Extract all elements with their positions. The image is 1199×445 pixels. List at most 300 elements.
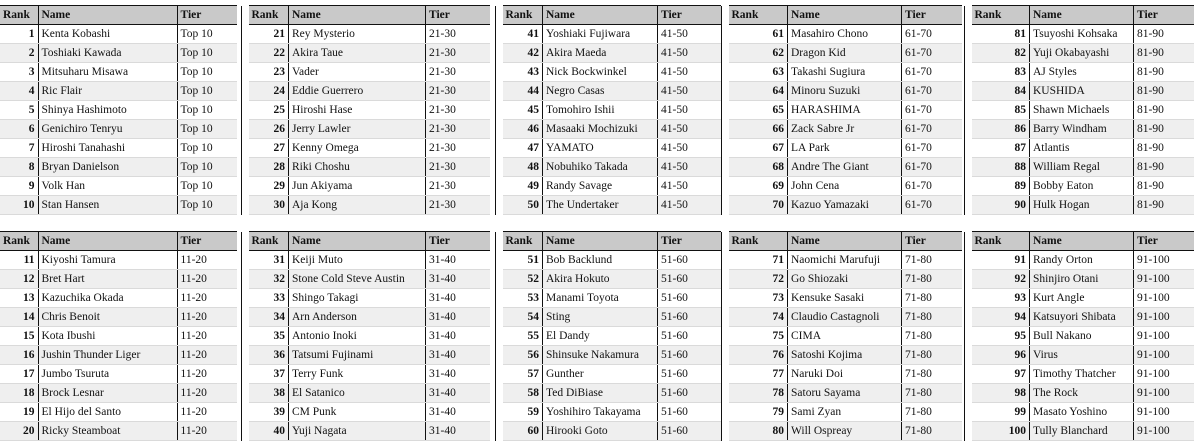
table-row: [0, 25, 237, 44]
cell-name: Kota Ibushi: [38, 327, 177, 346]
cell-tier: 11-20: [177, 422, 237, 441]
table-row: [496, 346, 721, 365]
column-divider: [242, 289, 249, 308]
cell-name: Riki Choshu: [289, 158, 426, 177]
ranking-table: [495, 231, 721, 441]
cell-rank: 64: [729, 82, 788, 101]
column-divider: [965, 196, 972, 215]
header-rank: Rank: [972, 6, 1030, 25]
cell-tier: 41-50: [658, 101, 721, 120]
cell-tier: 41-50: [658, 82, 721, 101]
header-tier: Tier: [1134, 232, 1194, 251]
cell-tier: 31-40: [426, 327, 490, 346]
cell-tier: 51-60: [658, 327, 721, 346]
cell-rank: 83: [972, 63, 1030, 82]
ranking-table: [964, 231, 1194, 441]
header-rank: Rank: [0, 6, 38, 25]
cell-rank: 30: [249, 196, 289, 215]
header-row: [242, 6, 490, 25]
column-divider: [496, 251, 503, 270]
column-divider: [722, 6, 729, 25]
column-divider: [242, 422, 249, 441]
column-divider: [496, 82, 503, 101]
ranking-table: [721, 5, 962, 215]
column-divider: [965, 101, 972, 120]
header-name: Name: [788, 6, 902, 25]
table-row: [496, 44, 721, 63]
cell-tier: 11-20: [177, 289, 237, 308]
cell-tier: 61-70: [902, 82, 962, 101]
table-row: [496, 422, 721, 441]
cell-rank: 68: [729, 158, 788, 177]
column-divider: [965, 403, 972, 422]
cell-tier: 71-80: [902, 308, 962, 327]
cell-name: Yoshiaki Fujiwara: [543, 25, 658, 44]
column-divider: [496, 232, 503, 251]
column-divider: [722, 289, 729, 308]
cell-name: Toshiaki Kawada: [38, 44, 177, 63]
table-row: [496, 177, 721, 196]
cell-name: Negro Casas: [543, 82, 658, 101]
cell-rank: 29: [249, 177, 289, 196]
table-row: [965, 289, 1194, 308]
cell-tier: 11-20: [177, 346, 237, 365]
cell-name: Shinjiro Otani: [1030, 270, 1134, 289]
column-divider: [965, 346, 972, 365]
cell-tier: 71-80: [902, 365, 962, 384]
cell-rank: 71: [729, 251, 788, 270]
ranking-table: [495, 5, 721, 215]
header-row: [0, 6, 237, 25]
cell-tier: Top 10: [177, 177, 237, 196]
cell-rank: 69: [729, 177, 788, 196]
cell-rank: 74: [729, 308, 788, 327]
cell-rank: 98: [972, 384, 1030, 403]
cell-name: Akira Hokuto: [543, 270, 658, 289]
cell-rank: 8: [0, 158, 38, 177]
cell-name: Naruki Doi: [788, 365, 902, 384]
cell-tier: 41-50: [658, 177, 721, 196]
cell-tier: 91-100: [1134, 403, 1194, 422]
header-name: Name: [1030, 232, 1134, 251]
cell-rank: 22: [249, 44, 289, 63]
table-row: [242, 25, 490, 44]
column-divider: [242, 327, 249, 346]
cell-rank: 13: [0, 289, 38, 308]
cell-rank: 15: [0, 327, 38, 346]
cell-rank: 33: [249, 289, 289, 308]
cell-name: Minoru Suzuki: [788, 82, 902, 101]
cell-tier: 81-90: [1134, 120, 1194, 139]
table-row: [722, 63, 962, 82]
cell-name: The Rock: [1030, 384, 1134, 403]
header-row: [0, 232, 237, 251]
header-name: Name: [38, 6, 177, 25]
table-row: [722, 177, 962, 196]
column-divider: [496, 120, 503, 139]
column-divider: [496, 403, 503, 422]
cell-tier: 31-40: [426, 346, 490, 365]
cell-tier: 61-70: [902, 63, 962, 82]
table-row: [242, 251, 490, 270]
cell-rank: 81: [972, 25, 1030, 44]
header-rank: Rank: [729, 6, 788, 25]
column-divider: [496, 422, 503, 441]
cell-name: Shinsuke Nakamura: [543, 346, 658, 365]
column-divider: [242, 158, 249, 177]
column-divider: [496, 308, 503, 327]
table-row: [722, 158, 962, 177]
cell-tier: 91-100: [1134, 289, 1194, 308]
cell-tier: 51-60: [658, 365, 721, 384]
cell-name: Shawn Michaels: [1030, 101, 1134, 120]
cell-tier: 81-90: [1134, 44, 1194, 63]
column-divider: [496, 196, 503, 215]
cell-rank: 7: [0, 139, 38, 158]
header-rank: Rank: [249, 232, 289, 251]
table-row: [965, 270, 1194, 289]
cell-tier: 61-70: [902, 196, 962, 215]
cell-tier: 11-20: [177, 327, 237, 346]
table-row: [722, 251, 962, 270]
column-divider: [242, 270, 249, 289]
cell-rank: 11: [0, 251, 38, 270]
cell-name: Hulk Hogan: [1030, 196, 1134, 215]
cell-rank: 37: [249, 365, 289, 384]
cell-name: Kazuo Yamazaki: [788, 196, 902, 215]
cell-name: AJ Styles: [1030, 63, 1134, 82]
table-row: [965, 101, 1194, 120]
cell-rank: 60: [503, 422, 543, 441]
column-divider: [965, 289, 972, 308]
column-divider: [496, 101, 503, 120]
cell-rank: 35: [249, 327, 289, 346]
cell-tier: 41-50: [658, 139, 721, 158]
column-divider: [242, 177, 249, 196]
column-divider: [722, 44, 729, 63]
table-row: [722, 289, 962, 308]
cell-name: CM Punk: [289, 403, 426, 422]
cell-name: LA Park: [788, 139, 902, 158]
column-divider: [242, 308, 249, 327]
column-divider: [242, 25, 249, 44]
table-row: [965, 327, 1194, 346]
cell-name: CIMA: [788, 327, 902, 346]
cell-name: Randy Orton: [1030, 251, 1134, 270]
column-divider: [242, 365, 249, 384]
table-row: [496, 139, 721, 158]
cell-name: Sting: [543, 308, 658, 327]
cell-tier: 11-20: [177, 365, 237, 384]
cell-rank: 3: [0, 63, 38, 82]
cell-tier: Top 10: [177, 44, 237, 63]
cell-tier: 41-50: [658, 158, 721, 177]
cell-rank: 73: [729, 289, 788, 308]
cell-name: Hiroshi Tanahashi: [38, 139, 177, 158]
column-divider: [965, 422, 972, 441]
cell-name: Will Ospreay: [788, 422, 902, 441]
table-row: [242, 139, 490, 158]
cell-tier: 81-90: [1134, 196, 1194, 215]
cell-name: Naomichi Marufuji: [788, 251, 902, 270]
table-row: [496, 289, 721, 308]
cell-rank: 62: [729, 44, 788, 63]
cell-name: Randy Savage: [543, 177, 658, 196]
cell-name: Bret Hart: [38, 270, 177, 289]
table-row: [242, 365, 490, 384]
cell-rank: 27: [249, 139, 289, 158]
cell-rank: 63: [729, 63, 788, 82]
cell-rank: 56: [503, 346, 543, 365]
cell-rank: 12: [0, 270, 38, 289]
cell-name: Yuji Okabayashi: [1030, 44, 1134, 63]
table-row: [242, 196, 490, 215]
column-divider: [722, 365, 729, 384]
cell-name: El Hijo del Santo: [38, 403, 177, 422]
cell-name: Terry Funk: [289, 365, 426, 384]
table-row: [496, 365, 721, 384]
cell-tier: Top 10: [177, 25, 237, 44]
cell-tier: 21-30: [426, 196, 490, 215]
cell-tier: 41-50: [658, 44, 721, 63]
column-divider: [496, 63, 503, 82]
cell-rank: 46: [503, 120, 543, 139]
table-row: [496, 101, 721, 120]
column-divider: [496, 25, 503, 44]
cell-name: Ric Flair: [38, 82, 177, 101]
table-row: [0, 346, 237, 365]
column-divider: [242, 6, 249, 25]
cell-tier: 11-20: [177, 384, 237, 403]
column-divider: [965, 177, 972, 196]
table-row: [965, 251, 1194, 270]
cell-name: Jerry Lawler: [289, 120, 426, 139]
table-row: [0, 101, 237, 120]
cell-tier: 71-80: [902, 327, 962, 346]
cell-tier: 51-60: [658, 422, 721, 441]
header-tier: Tier: [426, 232, 490, 251]
cell-rank: 79: [729, 403, 788, 422]
cell-name: Ted DiBiase: [543, 384, 658, 403]
table-row: [965, 82, 1194, 101]
cell-tier: 51-60: [658, 384, 721, 403]
column-divider: [965, 6, 972, 25]
cell-tier: 71-80: [902, 289, 962, 308]
cell-rank: 84: [972, 82, 1030, 101]
table-row: [496, 308, 721, 327]
cell-name: Mitsuharu Misawa: [38, 63, 177, 82]
table-row: [0, 139, 237, 158]
cell-tier: 31-40: [426, 308, 490, 327]
cell-tier: Top 10: [177, 158, 237, 177]
cell-tier: 31-40: [426, 251, 490, 270]
column-divider: [722, 403, 729, 422]
cell-tier: 81-90: [1134, 101, 1194, 120]
cell-rank: 18: [0, 384, 38, 403]
cell-name: Rey Mysterio: [289, 25, 426, 44]
cell-name: Stone Cold Steve Austin: [289, 270, 426, 289]
header-name: Name: [38, 232, 177, 251]
cell-tier: 91-100: [1134, 327, 1194, 346]
cell-tier: 71-80: [902, 346, 962, 365]
cell-tier: 91-100: [1134, 346, 1194, 365]
column-divider: [496, 6, 503, 25]
cell-tier: 61-70: [902, 25, 962, 44]
column-divider: [496, 44, 503, 63]
column-divider: [496, 346, 503, 365]
column-divider: [722, 384, 729, 403]
cell-name: Masaaki Mochizuki: [543, 120, 658, 139]
table-row: [722, 25, 962, 44]
table-row: [722, 82, 962, 101]
cell-rank: 51: [503, 251, 543, 270]
cell-name: Tully Blanchard: [1030, 422, 1134, 441]
header-name: Name: [543, 232, 658, 251]
cell-tier: 81-90: [1134, 139, 1194, 158]
cell-tier: 91-100: [1134, 422, 1194, 441]
cell-tier: 61-70: [902, 139, 962, 158]
cell-rank: 88: [972, 158, 1030, 177]
column-divider: [496, 327, 503, 346]
cell-rank: 93: [972, 289, 1030, 308]
cell-name: Satoru Sayama: [788, 384, 902, 403]
column-divider: [722, 308, 729, 327]
cell-name: Takashi Sugiura: [788, 63, 902, 82]
cell-rank: 76: [729, 346, 788, 365]
cell-tier: 61-70: [902, 44, 962, 63]
cell-name: Tsuyoshi Kohsaka: [1030, 25, 1134, 44]
cell-name: Bull Nakano: [1030, 327, 1134, 346]
table-row: [496, 270, 721, 289]
cell-rank: 94: [972, 308, 1030, 327]
table-row: [965, 44, 1194, 63]
cell-name: Andre The Giant: [788, 158, 902, 177]
column-divider: [965, 158, 972, 177]
cell-name: Chris Benoit: [38, 308, 177, 327]
header-tier: Tier: [658, 232, 721, 251]
header-tier: Tier: [426, 6, 490, 25]
cell-tier: 71-80: [902, 422, 962, 441]
table-row: [242, 120, 490, 139]
cell-tier: 31-40: [426, 270, 490, 289]
table-row: [496, 327, 721, 346]
cell-rank: 49: [503, 177, 543, 196]
cell-tier: 81-90: [1134, 82, 1194, 101]
cell-rank: 72: [729, 270, 788, 289]
cell-tier: Top 10: [177, 63, 237, 82]
table-row: [0, 251, 237, 270]
cell-rank: 82: [972, 44, 1030, 63]
table-row: [0, 289, 237, 308]
column-divider: [965, 365, 972, 384]
cell-tier: 61-70: [902, 177, 962, 196]
column-divider: [496, 270, 503, 289]
cell-rank: 16: [0, 346, 38, 365]
cell-name: Tatsumi Fujinami: [289, 346, 426, 365]
column-divider: [242, 63, 249, 82]
cell-tier: 81-90: [1134, 158, 1194, 177]
column-divider: [965, 63, 972, 82]
column-divider: [965, 270, 972, 289]
cell-name: Eddie Guerrero: [289, 82, 426, 101]
table-row: [242, 308, 490, 327]
cell-name: Kazuchika Okada: [38, 289, 177, 308]
cell-rank: 91: [972, 251, 1030, 270]
cell-rank: 53: [503, 289, 543, 308]
cell-tier: 51-60: [658, 289, 721, 308]
cell-name: Kenta Kobashi: [38, 25, 177, 44]
cell-rank: 5: [0, 101, 38, 120]
column-divider: [965, 251, 972, 270]
table-row: [242, 327, 490, 346]
cell-tier: 71-80: [902, 403, 962, 422]
cell-rank: 43: [503, 63, 543, 82]
table-row: [965, 25, 1194, 44]
cell-rank: 44: [503, 82, 543, 101]
column-divider: [242, 120, 249, 139]
cell-rank: 89: [972, 177, 1030, 196]
cell-tier: 31-40: [426, 384, 490, 403]
column-divider: [242, 196, 249, 215]
cell-rank: 47: [503, 139, 543, 158]
table-row: [242, 158, 490, 177]
cell-name: The Undertaker: [543, 196, 658, 215]
table-row: [722, 196, 962, 215]
column-divider: [722, 196, 729, 215]
cell-name: Tomohiro Ishii: [543, 101, 658, 120]
table-row: [965, 346, 1194, 365]
header-tier: Tier: [177, 232, 237, 251]
table-row: [722, 327, 962, 346]
cell-name: Volk Han: [38, 177, 177, 196]
cell-tier: 21-30: [426, 44, 490, 63]
cell-tier: 31-40: [426, 403, 490, 422]
cell-name: El Satanico: [289, 384, 426, 403]
cell-tier: 41-50: [658, 196, 721, 215]
cell-tier: 21-30: [426, 177, 490, 196]
cell-tier: 81-90: [1134, 63, 1194, 82]
cell-rank: 31: [249, 251, 289, 270]
table-row: [965, 308, 1194, 327]
cell-rank: 86: [972, 120, 1030, 139]
cell-rank: 75: [729, 327, 788, 346]
cell-name: Manami Toyota: [543, 289, 658, 308]
column-divider: [722, 139, 729, 158]
cell-name: Kenny Omega: [289, 139, 426, 158]
cell-rank: 58: [503, 384, 543, 403]
table-row: [496, 63, 721, 82]
cell-tier: 91-100: [1134, 365, 1194, 384]
column-divider: [722, 158, 729, 177]
cell-tier: 21-30: [426, 158, 490, 177]
cell-tier: 91-100: [1134, 270, 1194, 289]
column-divider: [965, 25, 972, 44]
column-divider: [722, 251, 729, 270]
cell-name: YAMATO: [543, 139, 658, 158]
cell-rank: 39: [249, 403, 289, 422]
cell-name: Shinya Hashimoto: [38, 101, 177, 120]
cell-name: Katsuyori Shibata: [1030, 308, 1134, 327]
table-row: [242, 63, 490, 82]
header-row: [496, 6, 721, 25]
cell-rank: 96: [972, 346, 1030, 365]
cell-name: Timothy Thatcher: [1030, 365, 1134, 384]
cell-tier: 11-20: [177, 308, 237, 327]
cell-tier: Top 10: [177, 120, 237, 139]
cell-rank: 99: [972, 403, 1030, 422]
column-divider: [496, 139, 503, 158]
header-rank: Rank: [249, 6, 289, 25]
